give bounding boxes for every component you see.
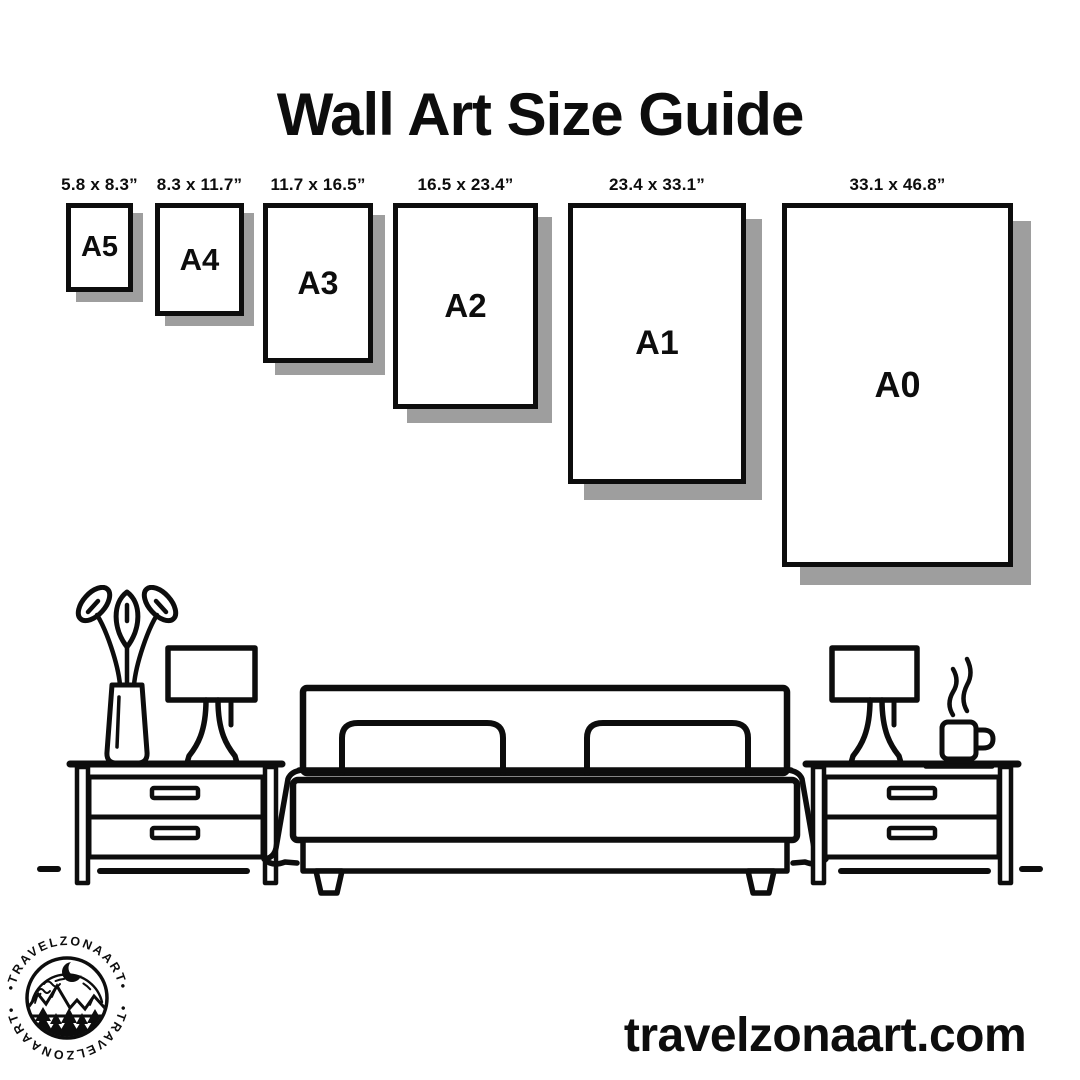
frame-a0-paper: [782, 203, 1013, 567]
coffee-cup-icon: [926, 659, 993, 766]
badge-arc-text-bottom: •TRAVELZONAART•: [3, 1004, 131, 1063]
frame-a1: [568, 175, 746, 484]
frame-a1-dimensions: 23.4 x 33.1”: [609, 175, 705, 194]
nightstand-right-icon: [806, 764, 1018, 883]
travelzonaart-logo-badge: [0, 928, 136, 1064]
frame-a2-label: A2: [444, 287, 487, 324]
steam-icon: [950, 659, 971, 715]
frame-a2-paper: [393, 203, 538, 409]
frame-a0-dimensions: 33.1 x 46.8”: [849, 175, 946, 194]
double-bed-icon: [264, 688, 826, 893]
frame-a5: [61, 175, 138, 292]
page-title: Wall Art Size Guide: [276, 81, 804, 149]
frame-a5-label: A5: [80, 231, 119, 263]
bedroom-scene: [0, 585, 1080, 905]
website-url: travelzonaart.com: [623, 1009, 1027, 1062]
bed-leg-icon: [316, 871, 342, 893]
frame-a5-dimensions: 5.8 x 8.3”: [61, 175, 138, 194]
nightstand-left-icon: [70, 764, 282, 883]
badge-arc-text-top: •TRAVELZONAART•: [3, 933, 131, 992]
frame-a3: [263, 175, 373, 363]
frame-a2: [393, 175, 538, 409]
frame-a5-paper: [66, 203, 133, 292]
frame-a4-label: A4: [179, 241, 220, 277]
frame-a3-label: A3: [297, 264, 339, 301]
table-lamp-left-icon: [168, 648, 255, 763]
frame-a3-paper: [263, 203, 373, 363]
bed-leg-icon: [748, 871, 774, 893]
frame-a0-label: A0: [874, 364, 921, 405]
frame-a3-dimensions: 11.7 x 16.5”: [270, 175, 366, 194]
plant-vase-icon: [72, 585, 181, 763]
frame-a2-dimensions: 16.5 x 23.4”: [417, 175, 514, 194]
frame-a1-paper: [568, 203, 746, 484]
moon-icon: [62, 962, 82, 982]
frame-a4-dimensions: 8.3 x 11.7”: [156, 175, 243, 194]
table-lamp-right-icon: [832, 648, 917, 763]
frame-a4: [155, 175, 244, 316]
frame-a1-label: A1: [635, 324, 679, 362]
frame-a0: [782, 175, 1013, 567]
frame-a4-paper: [155, 203, 244, 316]
